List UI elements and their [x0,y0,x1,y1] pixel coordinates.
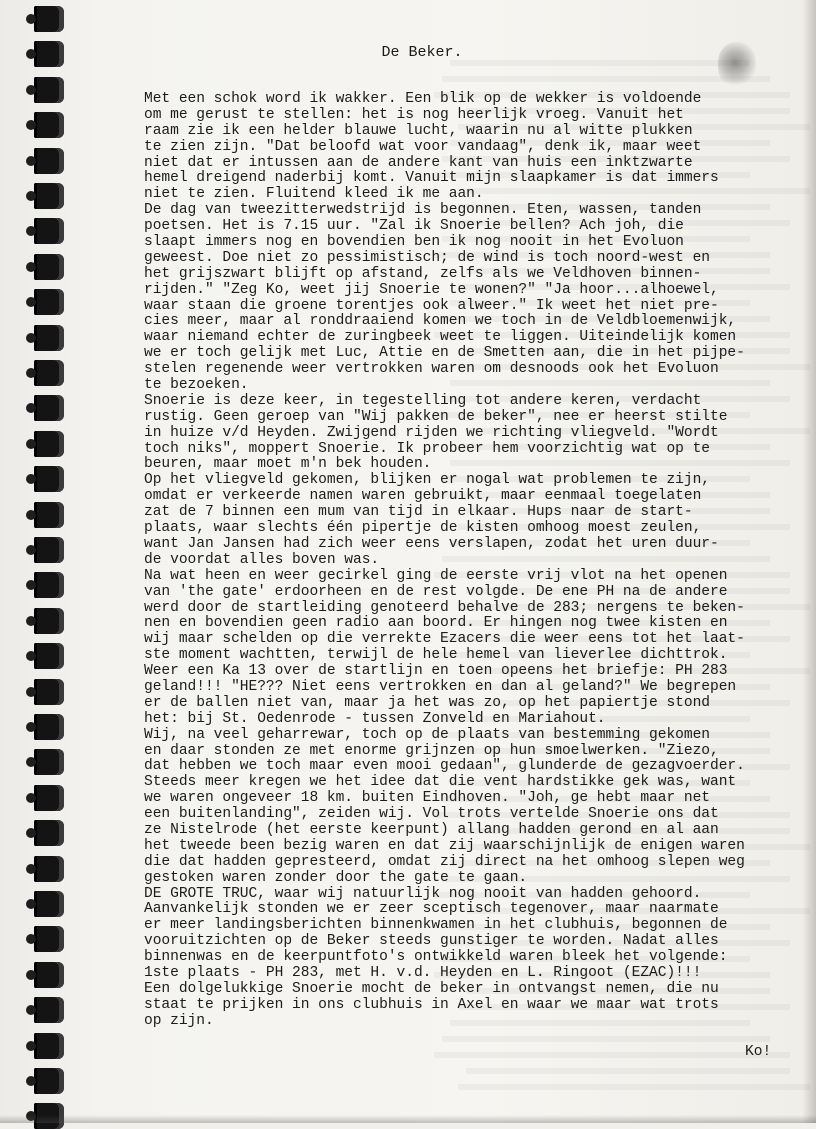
body-line: die dat hadden gepresteerd, omdat zij direct na het omhoog slepen weg [144,853,745,870]
body-line: van 'the gate' erdoorheen en de rest volgde. De ene PH na de andere [144,583,728,600]
show-through-line [442,1036,770,1042]
body-line: om me gerust te stellen: het is nog heerlijk vroeg. Vanuit het [144,106,684,123]
body-line: op zijn. [144,1012,214,1029]
body-line: geland!!! "HE??? Niet eens vertrokken en dan al geland?" We begrepen [144,678,737,695]
body-line: Op het vliegveld gekomen, blijken er nogal wat problemen te zijn, [144,472,710,489]
body-line: poetsen. Het is 7.15 uur. "Zal ik Snoerie bellen? Ach joh, die [144,218,684,235]
body-line: Met een schok word ik wakker. Een blik op de wekker is voldoende [144,91,702,107]
body-line: ste moment wachtten, terwijl de hele hemel van lieverlee dichttrok. [144,647,728,664]
body-line: we er toch gelijk met Luc, Attie en de Smetten aan, die in het pijpe- [144,345,745,362]
body-line: het tweede been bezig waren en dat zij waarschijnlijk de enigen waren [144,837,745,854]
body-line: ze Nistelrode (het eerste keerpunt) allang hadden gerond en al aan [144,821,719,838]
body-line: cies meer, maar al ronddraaiend komen we toch in de Veldbloemenwijk, [144,313,737,330]
body-line: de voordat alles boven was. [144,551,380,568]
body-line: gestoken waren zonder door the gate te gaan. [144,869,528,886]
body-line: het: bij St. Oedenrode - tussen Zonveld en Mariahout. [144,710,606,727]
document-body [144,92,784,1030]
body-line: slaapt immers nog en bovendien ben ik nog nooit in het Evoluon [144,234,684,251]
body-line: binnenwas en de keerpuntfoto's ontwikkeld waren bleek het volgende: [144,949,728,966]
body-line: en daar stonden ze met enorme grijnzen op hun smoelwerken. "Ziezo, [144,742,719,759]
body-line: Aanvankelijk stonden we er zeer sceptisch tegenover, maar naarmate [144,901,719,918]
body-line: stelen regenende weer vertrokken waren om desnoods ook het Evoluon [144,361,719,378]
body-line: wij maar schelden op die verrekte Ezacers die weer eens tot het laat- [144,631,745,648]
body-line: toch niks", moppert Snoerie. Ik probeer hem voorzichtig wat op te [144,440,710,457]
body-line: waar niemand echter de zuringbeek weet te liggen. Uiteindelijk komen [144,329,737,346]
body-line: te bezoeken. [144,377,249,394]
body-line: plaats, waar slechts één pipertje de kisten omhoog moest zeulen, [144,520,702,537]
body-line: we waren ongeveer 18 km. buiten Eindhoven. "Joh, ge hebt maar net [144,790,710,807]
body-line: raam zie ik een helder blauwe lucht, waarin nu al witte plukken [144,122,693,139]
body-line: het grijszwart blijft op afstand, zelfs als we Veldhoven binnen- [144,265,702,282]
body-line: want Jan Jansen had zich weer eens verslapen, zodat het uren duur- [144,535,719,552]
body-line: Een dolgelukkige Snoerie mocht de beker in ontvangst nemen, die nu [144,980,719,997]
body-line: dat hebben we toch maar even mooi gedaan", glunderde de gezagvoerder. [144,758,745,775]
body-line: rustig. Geen geroep van "Wij pakken de beker", nee er heerst stilte [144,408,728,425]
show-through-line [434,1052,790,1058]
body-line: rijden." "Zeg Ko, weet jij Snoerie te wonen?" "Ja hoor...alhoewel, [144,281,719,298]
body-line: er meer landingsberichten binnenkwamen in het clubhuis, begonnen de [144,917,728,934]
body-line: niet te zien. Fluitend kleed ik me aan. [144,186,484,203]
page-edge-shadow [802,0,816,1123]
body-line: vooruitzichten op de Beker steeds gunstiger te worden. Nadat alles [144,933,719,950]
document-title: De Beker. [381,44,463,61]
show-through-line [458,1084,810,1090]
body-line: Wij, na veel geharrewar, toch op de plaats van bestemming gekomen [144,726,710,743]
body-line: De dag van tweezitterwedstrijd is begonnen. Eten, wassen, tanden [144,202,702,219]
body-line: zat de 7 binnen een mum van tijd in elkaar. Hups naar de start- [144,504,693,521]
body-line: Steeds meer kregen we het idee dat die vent hardstikke gek was, want [144,774,737,791]
show-through-line [466,1068,790,1074]
body-line: waar staan die groene torentjes ook alweer." Ik weet het niet pre- [144,297,719,314]
body-line: hemel dreigend naderbij komt. Vanuit mijn slaapkamer is dat immers [144,170,719,187]
body-line: werd door de startleiding genoteerd behalve de 283; nergens te beken- [144,599,745,616]
body-line: er de ballen niet van, maar ja het was zo, op het papiertje stond [144,694,710,711]
body-line: staat te prijken in ons clubhuis in Axel en waar we maar wat trots [144,996,719,1013]
body-line: een buitenlanding", zeiden wij. Vol trots vertelde Snoerie ons dat [144,806,719,823]
body-line: 1ste plaats - PH 283, met H. v.d. Heyden en L. Ringoot (EZAC)!!! [144,964,702,981]
page-bottom-shadow [0,1115,816,1123]
body-line: geweest. Doe niet zo pessimistisch; de wind is toch noord-west en [144,249,710,266]
author-signature: Ko! [745,1044,772,1060]
body-line: Snoerie is deze keer, in tegestelling tot andere keren, verdacht [144,392,702,409]
body-line: nen en bovendien geen radio aan boord. Er hingen nog twee kisten en [144,615,728,632]
body-line: omdat er verkeerde namen waren gebruikt, maar eenmaal toegelaten [144,488,702,505]
body-line: niet dat er intussen aan de andere kant van huis een inktzwarte [144,154,693,171]
body-line: beuren, maar moet m'n bek houden. [144,456,432,473]
body-line: Weer een Ka 13 over de startlijn en toen opeens het briefje: PH 283 [144,663,728,680]
body-line: te zien zijn. "Dat beloofd wat voor vandaag", denk ik, maar weet [144,138,702,155]
body-line: Na wat heen en weer gecirkel ging de eerste vrij vlot na het openen [144,567,728,584]
body-line: DE GROTE TRUC, waar wij natuurlijk nog nooit van hadden gehoord. [144,885,702,902]
body-line: in huize v/d Heyden. Zwijgend rijden we richting vliegveld. "Wordt [144,424,719,441]
